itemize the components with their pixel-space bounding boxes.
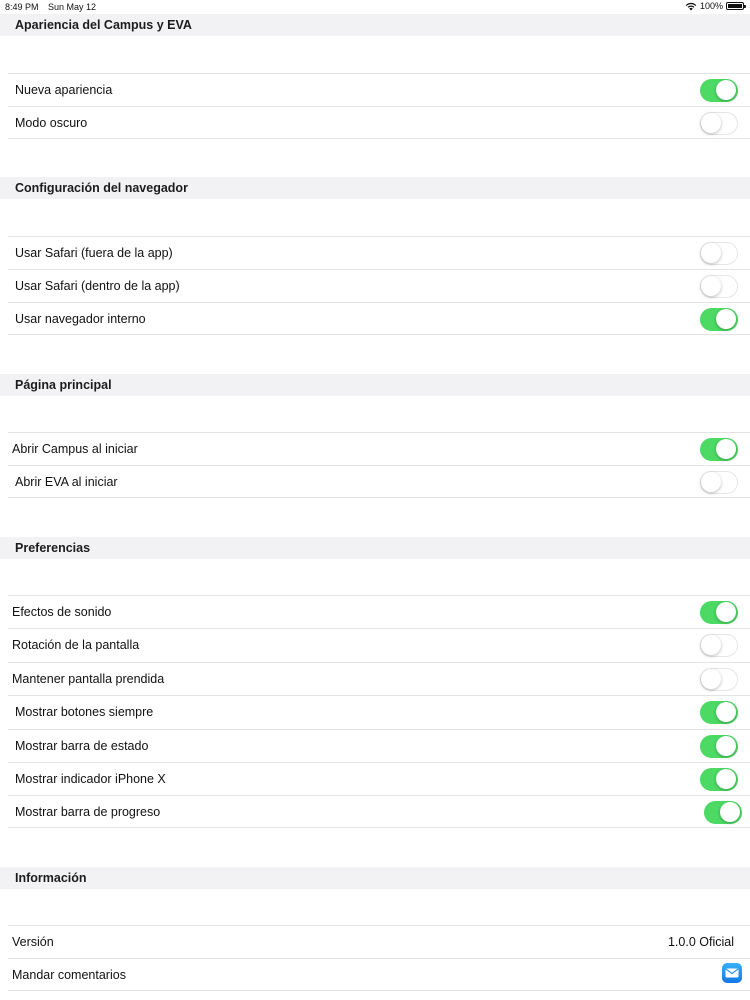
version-label: Versión [12,935,54,949]
setting-row-barra-progreso [8,795,750,828]
setting-label: Abrir EVA al iniciar [15,475,118,489]
version-value: 1.0.0 Oficial [667,935,734,949]
toggle-switch[interactable] [700,112,738,135]
toggle-switch[interactable] [700,634,738,657]
setting-label: Mostrar barra de estado [15,739,149,753]
setting-row-rotacion [8,628,750,661]
toggle-switch[interactable] [700,768,738,791]
section-header-appearance [0,14,750,36]
toggle-switch[interactable] [700,308,738,331]
toggle-switch[interactable] [700,471,738,494]
section-header-home [0,374,750,396]
section-title: Configuración del navegador [15,181,188,195]
status-indicators [685,1,744,11]
toggle-switch[interactable] [704,801,742,824]
setting-label: Abrir Campus al iniciar [12,442,138,456]
toggle-knob [701,472,721,492]
setting-row-nueva-apariencia [8,73,750,106]
status-date: Sun May 12 [48,2,97,12]
toggle-switch[interactable] [700,438,738,461]
setting-label: Usar navegador interno [15,312,146,326]
setting-label: Mostrar botones siempre [15,705,154,719]
setting-row-indicador-iphone [8,762,750,795]
toggle-knob [716,80,736,100]
toggle-knob [701,113,721,133]
section-title: Página principal [15,378,112,392]
setting-label: Modo oscuro [15,116,88,130]
toggle-knob [716,769,736,789]
section-header-preferences [0,537,750,559]
mail-icon[interactable] [722,963,742,983]
toggle-switch[interactable] [700,79,738,102]
toggle-knob [716,702,736,722]
toggle-knob [701,243,721,263]
setting-label: Mostrar indicador iPhone X [15,772,166,786]
toggle-knob [720,802,740,822]
wifi-icon [685,2,697,11]
section-title: Preferencias [15,541,91,555]
setting-row-modo-oscuro [8,106,750,139]
toggle-switch[interactable] [700,701,738,724]
setting-row-abrir-campus [8,432,750,465]
toggle-knob [716,602,736,622]
section-header-info [0,867,750,889]
setting-label: Mantener pantalla prendida [12,672,165,686]
battery-percent: 100% [699,1,723,11]
battery-icon [726,2,744,10]
section-title: Apariencia del Campus y EVA [15,18,192,32]
toggle-knob [701,635,721,655]
toggle-switch[interactable] [700,275,738,298]
toggle-switch[interactable] [700,601,738,624]
setting-label: Usar Safari (dentro de la app) [15,279,180,293]
toggle-switch[interactable] [700,668,738,691]
info-row-feedback[interactable] [8,958,750,991]
setting-row-barra-estado [8,729,750,762]
toggle-switch[interactable] [700,242,738,265]
status-time: 8:49 PM [5,2,39,12]
setting-row-safari-interno [8,269,750,302]
setting-row-mantener-pantalla [8,662,750,695]
setting-label: Efectos de sonido [12,605,112,619]
setting-label: Nueva apariencia [15,83,113,97]
feedback-label: Mandar comentarios [12,968,126,982]
setting-row-mostrar-botones [8,695,750,728]
setting-row-efectos-sonido [8,595,750,628]
setting-label: Rotación de la pantalla [12,638,140,652]
section-title: Información [15,871,87,885]
toggle-knob [701,669,721,689]
setting-label: Mostrar barra de progreso [15,805,161,819]
toggle-knob [716,439,736,459]
toggle-knob [716,736,736,756]
toggle-knob [716,309,736,329]
setting-row-safari-externo [8,236,750,269]
toggle-knob [701,276,721,296]
setting-label: Usar Safari (fuera de la app) [15,246,173,260]
info-row-version [8,925,750,958]
toggle-switch[interactable] [700,735,738,758]
setting-row-abrir-eva [8,465,750,498]
section-header-browser [0,177,750,199]
status-bar [0,0,750,14]
setting-row-navegador-interno [8,302,750,335]
